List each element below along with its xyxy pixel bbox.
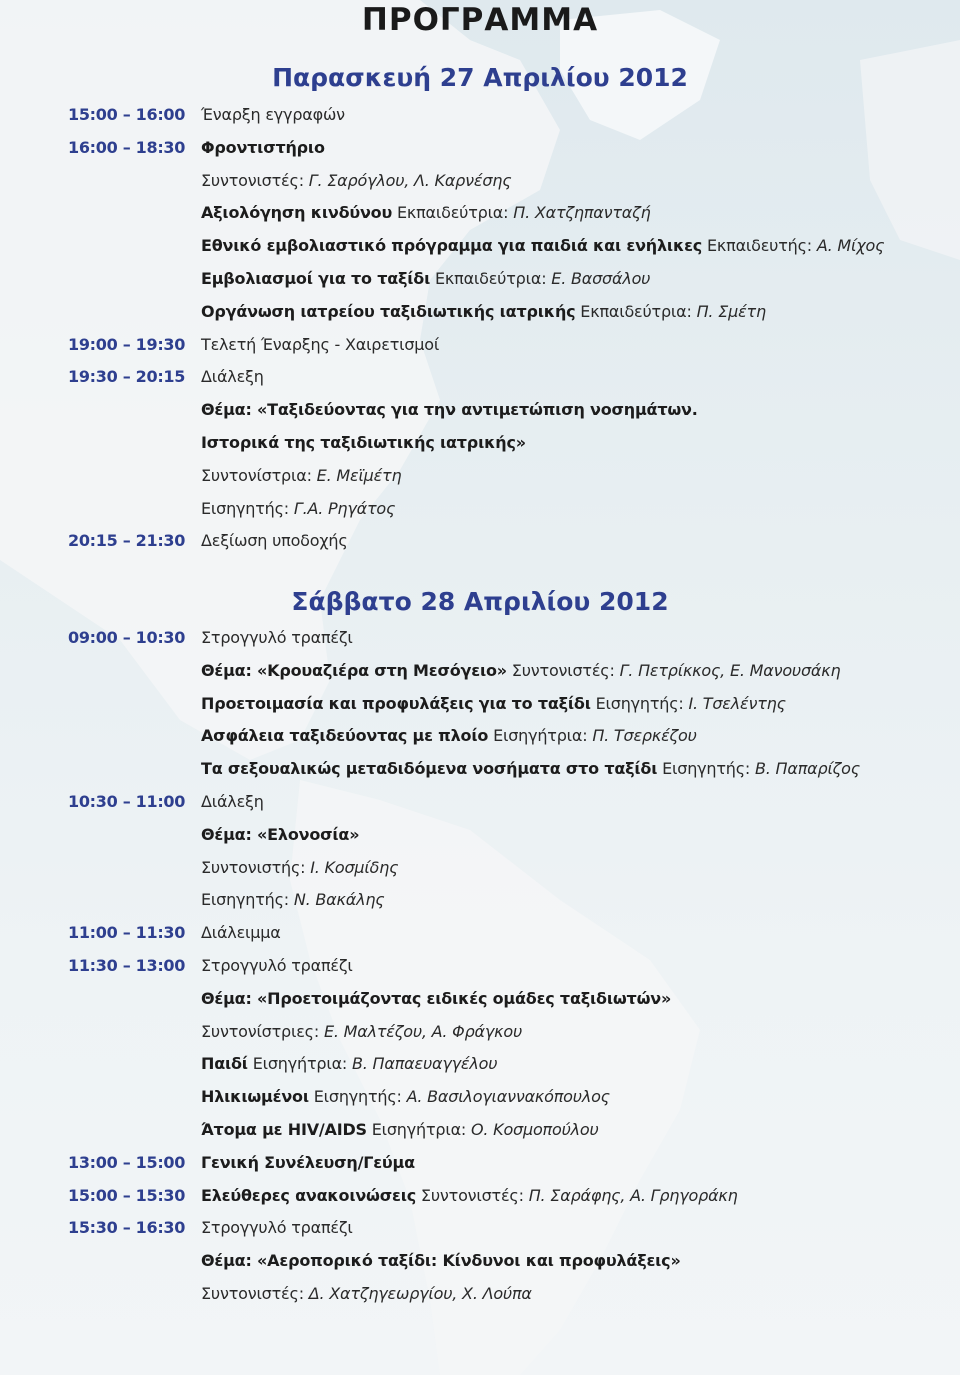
schedule-row xyxy=(0,398,960,431)
schedule-row xyxy=(0,1282,960,1315)
session-title: Παιδί xyxy=(201,1054,248,1074)
time-slot: 15:00 – 16:00 xyxy=(68,105,186,124)
session-description xyxy=(201,1184,738,1208)
role-label: Συντονιστές: xyxy=(201,1284,309,1303)
session-description xyxy=(201,757,860,781)
day-title-friday: Παρασκευή 27 Απριλίου 2012 xyxy=(272,63,688,92)
role-label: Εισηγητής: xyxy=(308,1087,407,1107)
session-description xyxy=(201,1282,532,1306)
schedule-row xyxy=(0,169,960,202)
schedule-row xyxy=(0,692,960,725)
role-label: Εισηγήτρια: xyxy=(247,1054,352,1074)
session-description xyxy=(201,790,264,814)
schedule-row xyxy=(0,626,960,659)
role-label: Στρογγυλό τραπέζι xyxy=(201,956,353,975)
speaker-names: Ε. Μεϊμέτη xyxy=(316,465,402,485)
session-title: Φροντιστήριο xyxy=(201,137,325,157)
role-label: Συντονιστές: xyxy=(201,170,309,190)
session-description xyxy=(201,267,650,291)
schedule-row xyxy=(0,201,960,234)
role-label: Στρογγυλό τραπέζι xyxy=(201,628,353,647)
session-description xyxy=(201,954,353,978)
session-description xyxy=(201,201,651,225)
session-title: Γενική Συνέλευση/Γεύμα xyxy=(201,1152,415,1172)
schedule-row xyxy=(0,1020,960,1053)
role-label: Συντονιστές: xyxy=(506,660,620,680)
role-label: Συντονιστής: xyxy=(201,857,311,877)
session-title: Θέμα: «Κρουαζιέρα στη Μεσόγειο» xyxy=(201,660,507,680)
role-label: Έναρξη εγγραφών xyxy=(201,105,345,124)
schedule-row xyxy=(0,987,960,1020)
schedule-row xyxy=(0,1249,960,1282)
time-slot: 09:00 – 10:30 xyxy=(68,628,186,647)
session-description xyxy=(201,431,526,455)
session-description xyxy=(201,692,786,716)
session-description xyxy=(201,136,325,160)
session-description xyxy=(201,1118,599,1142)
schedule-row xyxy=(0,234,960,267)
schedule-row xyxy=(0,300,960,333)
speaker-names: Γ. Σαρόγλου, Λ. Καρνέσης xyxy=(308,170,512,190)
speaker-names: Π. Χατζηπανταζή xyxy=(513,203,651,223)
role-label: Εισηγητής: xyxy=(201,498,294,518)
time-slot: 15:00 – 15:30 xyxy=(68,1185,186,1205)
time-slot: 15:30 – 16:30 xyxy=(68,1218,186,1238)
role-label: Δεξίωση υποδοχής xyxy=(201,531,348,551)
session-title: Ηλικιωμένοι xyxy=(201,1087,309,1107)
schedule-row xyxy=(0,757,960,790)
time-slot: 20:15 – 21:30 xyxy=(68,531,186,551)
time-slot: 13:00 – 15:00 xyxy=(68,1152,186,1172)
role-label: Συντονιστές: xyxy=(416,1185,529,1205)
session-title: Ιστορικά της ταξιδιωτικής ιατρικής» xyxy=(201,433,526,452)
session-title: Άτομα με HIV/AIDS xyxy=(201,1120,367,1139)
role-label: Εισηγήτρια: xyxy=(366,1120,471,1139)
schedule-row xyxy=(0,1216,960,1249)
session-title: Τα σεξουαλικώς μεταδιδόμενα νοσήματα στο ταξίδι xyxy=(201,759,658,779)
schedule-row xyxy=(0,659,960,692)
speaker-names: Ν. Βακάλης xyxy=(293,890,385,910)
session-description xyxy=(201,1249,681,1273)
day-title-saturday: Σάββατο 28 Απριλίου 2012 xyxy=(291,587,669,616)
session-description xyxy=(201,234,884,258)
session-title: Οργάνωση ιατρείου ταξιδιωτικής ιατρικής xyxy=(201,301,576,321)
schedule-row xyxy=(0,954,960,987)
role-label: Διάλεξη xyxy=(201,367,264,387)
session-description xyxy=(201,398,698,422)
role-label: Συντονίστρια: xyxy=(201,465,317,485)
schedule-row xyxy=(0,1151,960,1184)
session-description xyxy=(201,823,359,847)
time-slot: 16:00 – 18:30 xyxy=(68,137,186,157)
schedule-row xyxy=(0,823,960,856)
session-title: Θέμα: «Αεροπορικό ταξίδι: Κίνδυνοι και προφυλάξεις» xyxy=(201,1251,681,1271)
speaker-names: Γ.Α. Ρηγάτος xyxy=(293,498,396,518)
session-title: Αξιολόγηση κινδύνου xyxy=(201,203,393,223)
page-title: ΠΡΟΓΡΑΜΜΑ xyxy=(361,2,599,38)
role-label: Εκπαιδεύτρια: xyxy=(430,269,552,288)
session-description xyxy=(201,169,511,193)
schedule-row xyxy=(0,856,960,889)
session-description xyxy=(201,333,439,357)
session-description xyxy=(201,921,281,945)
speaker-names: Ε. Μαλτέζου, Α. Φράγκου xyxy=(323,1021,523,1041)
schedule-row xyxy=(0,888,960,921)
session-description xyxy=(201,987,671,1011)
session-description xyxy=(201,103,345,127)
session-description xyxy=(201,464,401,488)
role-label: Εισηγητής: xyxy=(201,890,294,910)
session-title: Ελεύθερες ανακοινώσεις xyxy=(201,1185,417,1205)
time-slot: 10:30 – 11:00 xyxy=(68,792,186,811)
role-label: Συντονίστριες: xyxy=(201,1021,324,1041)
time-slot: 19:00 – 19:30 xyxy=(68,334,186,354)
schedule-row xyxy=(0,464,960,497)
session-description xyxy=(201,300,766,324)
role-label: Εκπαιδευτής: xyxy=(702,236,817,256)
schedule-row xyxy=(0,333,960,366)
session-description xyxy=(201,856,398,880)
session-description xyxy=(201,529,348,553)
session-title: Θέμα: «Ταξιδεύοντας για την αντιμετώπιση νοσημάτων. xyxy=(201,400,698,420)
schedule-row xyxy=(0,497,960,530)
speaker-names: Π. Σμέτη xyxy=(696,301,766,321)
speaker-names: Ο. Κοσμοπούλου xyxy=(471,1120,599,1139)
speaker-names: Π. Τσερκέζου xyxy=(592,726,697,746)
role-label: Διάλειμμα xyxy=(201,923,281,943)
speaker-names: Β. Παπαευαγγέλου xyxy=(352,1054,498,1074)
session-title: Προετοιμασία και προφυλάξεις για το ταξίδι xyxy=(201,693,591,713)
speaker-names: Ι. Κοσμίδης xyxy=(310,857,399,877)
schedule-row xyxy=(0,1085,960,1118)
schedule-row xyxy=(0,267,960,300)
schedule-row xyxy=(0,529,960,562)
speaker-names: Ι. Τσελέντης xyxy=(688,693,786,713)
schedule-row xyxy=(0,136,960,169)
role-label: Διάλεξη xyxy=(201,792,264,811)
session-description xyxy=(201,888,385,912)
session-description xyxy=(201,1052,497,1076)
time-slot: 11:00 – 11:30 xyxy=(68,923,186,943)
session-description xyxy=(201,1216,353,1240)
speaker-names: Γ. Πετρίκκος, Ε. Μανουσάκη xyxy=(619,660,841,680)
session-title: Ασφάλεια ταξιδεύοντας με πλοίο xyxy=(201,726,489,746)
role-label: Εισηγητής: xyxy=(657,759,755,779)
schedule-row xyxy=(0,1184,960,1217)
session-description xyxy=(201,626,353,650)
session-title: Εμβολιασμοί για το ταξίδι xyxy=(201,269,431,288)
speaker-names: Β. Παπαρίζος xyxy=(755,759,860,779)
schedule-row xyxy=(0,431,960,464)
session-description xyxy=(201,1020,522,1044)
schedule-row xyxy=(0,103,960,136)
role-label: Εισηγήτρια: xyxy=(488,726,593,746)
speaker-names: Α. Βασιλογιαννακόπουλος xyxy=(406,1087,610,1107)
session-description xyxy=(201,724,697,748)
time-slot: 19:30 – 20:15 xyxy=(68,367,186,387)
role-label: Εκπαιδεύτρια: xyxy=(392,203,514,223)
speaker-names: Δ. Χατζηγεωργίου, Χ. Λούπα xyxy=(308,1284,532,1303)
session-description xyxy=(201,659,840,683)
schedule-row xyxy=(0,365,960,398)
speaker-names: Π. Σαράφης, Α. Γρηγοράκη xyxy=(528,1185,738,1205)
schedule-row xyxy=(0,921,960,954)
schedule-row xyxy=(0,724,960,757)
session-description xyxy=(201,497,395,521)
role-label: Στρογγυλό τραπέζι xyxy=(201,1218,353,1238)
role-label: Εκπαιδεύτρια: xyxy=(575,301,697,321)
speaker-names: Α. Μίχος xyxy=(816,236,885,256)
schedule-row xyxy=(0,1118,960,1151)
session-description xyxy=(201,1085,610,1109)
role-label: Εισηγητής: xyxy=(590,693,689,713)
session-description xyxy=(201,365,264,389)
session-description xyxy=(201,1151,415,1175)
role-label: Τελετή Έναρξης - Χαιρετισμοί xyxy=(201,334,440,354)
schedule-row xyxy=(0,790,960,823)
speaker-names: Ε. Βασσάλου xyxy=(551,269,651,288)
session-title: Θέμα: «Προετοιμάζοντας ειδικές ομάδες ταξιδιωτών» xyxy=(201,988,672,1008)
time-slot: 11:30 – 13:00 xyxy=(68,956,186,975)
schedule-row xyxy=(0,1052,960,1085)
session-title: Θέμα: «Ελονοσία» xyxy=(201,824,360,844)
session-title: Εθνικό εμβολιαστικό πρόγραμμα για παιδιά και ενήλικες xyxy=(201,236,703,256)
